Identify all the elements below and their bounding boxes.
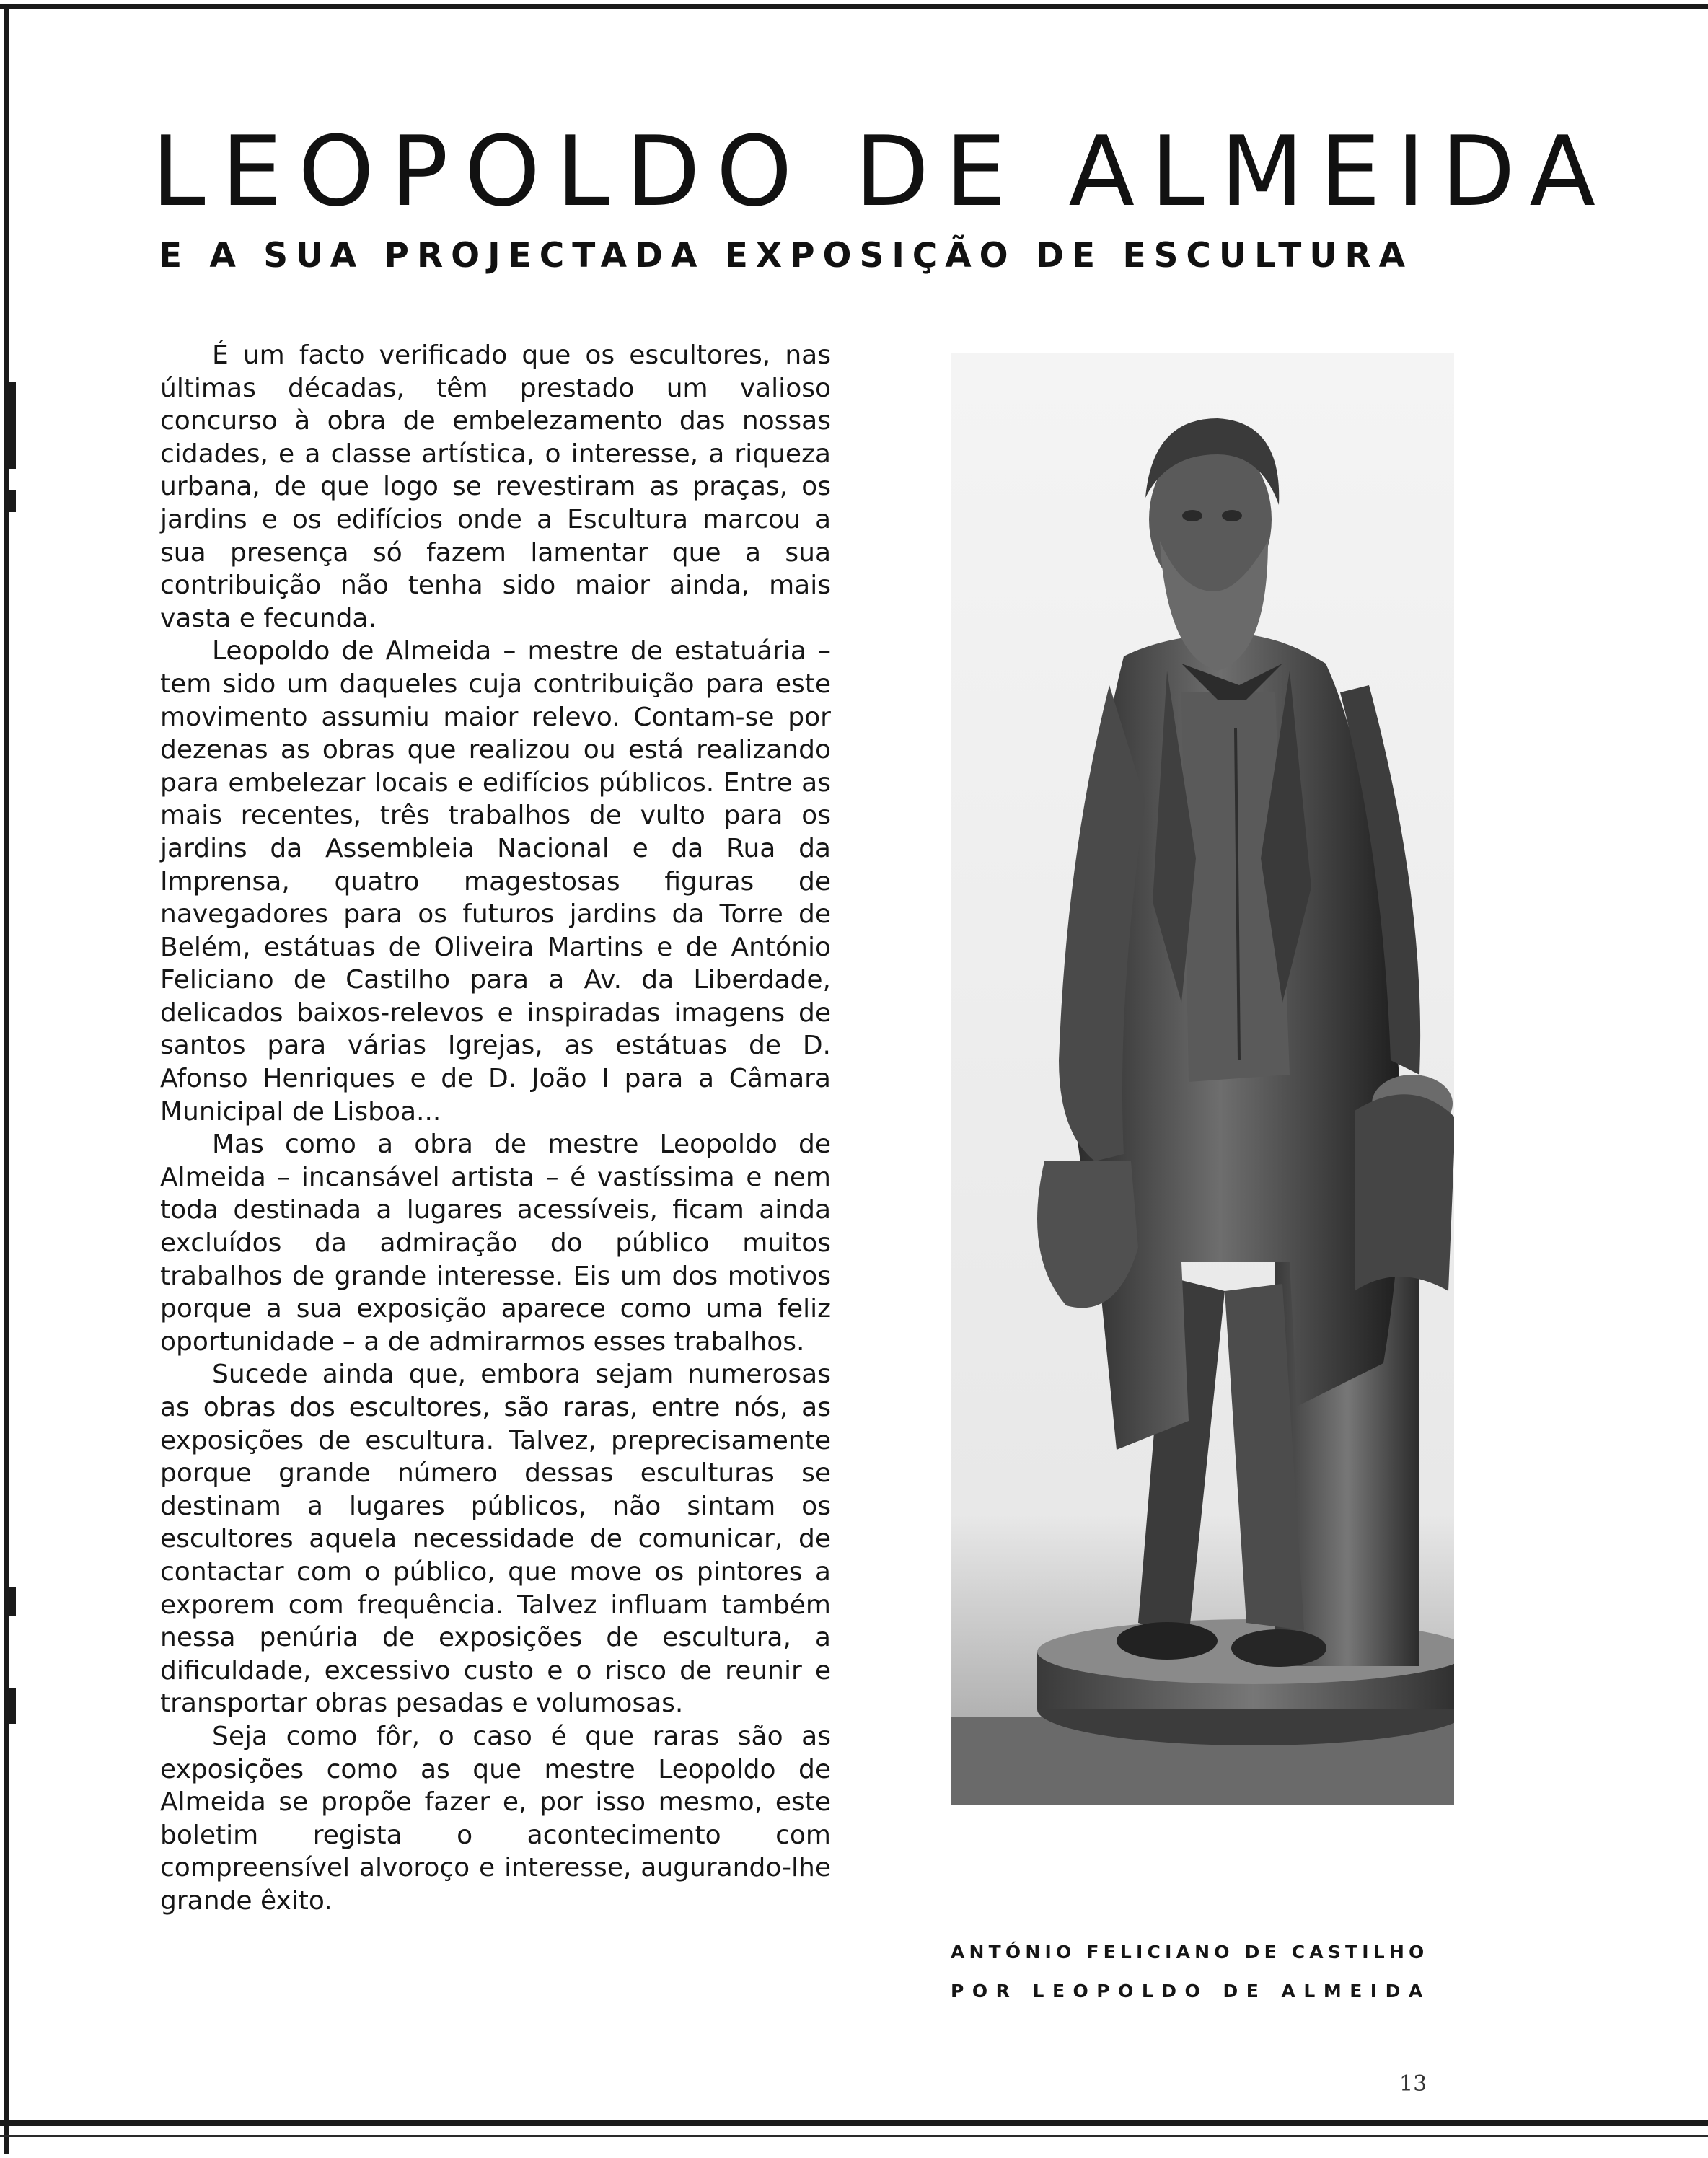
scan-frame-bottom-line: [0, 2120, 1708, 2126]
article-title: LEOPOLDO DE ALMEIDA: [151, 115, 1612, 228]
scan-frame-bottom-line-thin: [0, 2135, 1708, 2137]
paragraph: É um facto verificado que os escultores, nas últimas décadas, têm prestado um valioso concurso à obra de embelezamento das nossas cidades, e a classe artística, o interesse, a riqueza urbana, de que logo se revestiram as praças, os jardins e os edifícios onde a Escultura marcou a sua presença só fazem lamentar que a sua contribuição não tenha sido maior ainda, mais vasta e fecunda.: [160, 340, 831, 633]
paragraph: Seja como fôr, o caso é que raras são as exposições como as que mestre Leopoldo de Almeida se propõe fazer e, por isso mesmo, este boletim regista o acontecimento com compreensível alvoroço e interesse, augurando-lhe grande êxito.: [160, 1721, 831, 1916]
binding-mark: [9, 1587, 16, 1616]
scan-frame-left-line: [4, 4, 9, 2154]
binding-mark: [9, 490, 16, 512]
caption-line: ANTÓNIO FELICIANO DE CASTILHO: [951, 1942, 1429, 1963]
paragraph: Leopoldo de Almeida – mestre de estatuária – tem sido um daqueles cuja contribuição para este movimento assumiu maior relevo. Contam-se por dezenas as obras que realizou ou está realizando para embelezar locais e edifícios públicos. Entre as mais recentes, três trabalhos de vulto para os jardins da Assembleia Nacional e da Rua da Imprensa, quatro magestosas figuras de navegadores para os futuros jardins da Torre de Belém, estátuas de Oliveira Martins e de António Feliciano de Castilho para a Av. da Liberdade, delicados baixos-relevos e inspiradas imagens de santos para várias Igrejas, as estátuas de D. Afonso Henriques e de D. João I para a Câmara Municipal de Lisboa...: [160, 636, 831, 1127]
page-number: 13: [1399, 2071, 1427, 2097]
caption-line: POR LEOPOLDO DE ALMEIDA: [951, 1981, 1431, 2001]
statue-illustration: [951, 353, 1454, 1805]
binding-mark: [9, 382, 16, 469]
scan-frame-top-line: [0, 4, 1708, 9]
article-subtitle: E A SUA PROJECTADA EXPOSIÇÃO DE ESCULTURA: [159, 236, 1414, 276]
photo-caption: [951, 1933, 1454, 2011]
article-body: [160, 339, 831, 1918]
statue-photograph: [951, 353, 1454, 1805]
paragraph: Sucede ainda que, embora sejam numerosas as obras dos escultores, são raras, entre nós, as exposições de escultura. Talvez, preprecisamente porque grande número dessas esculturas se destinam a lugares públicos, não sintam os escultores aquela necessidade de comunicar, de contactar com o público, que move os pintores a exporem com frequência. Talvez influam também nessa penúria de exposições de escultura, a dificuldade, excessivo custo e o risco de reunir e transportar obras pesadas e volumosas.: [160, 1360, 831, 1719]
paragraph: Mas como a obra de mestre Leopoldo de Almeida – incansável artista – é vastíssima e nem toda destinada a lugares acessíveis, ficam ainda excluídos da admiração do público muitos trabalhos de grande interesse. Eis um dos motivos porque a sua exposição aparece como uma feliz oportunidade – a de admirarmos esses trabalhos.: [160, 1129, 831, 1357]
binding-mark: [9, 1688, 16, 1724]
